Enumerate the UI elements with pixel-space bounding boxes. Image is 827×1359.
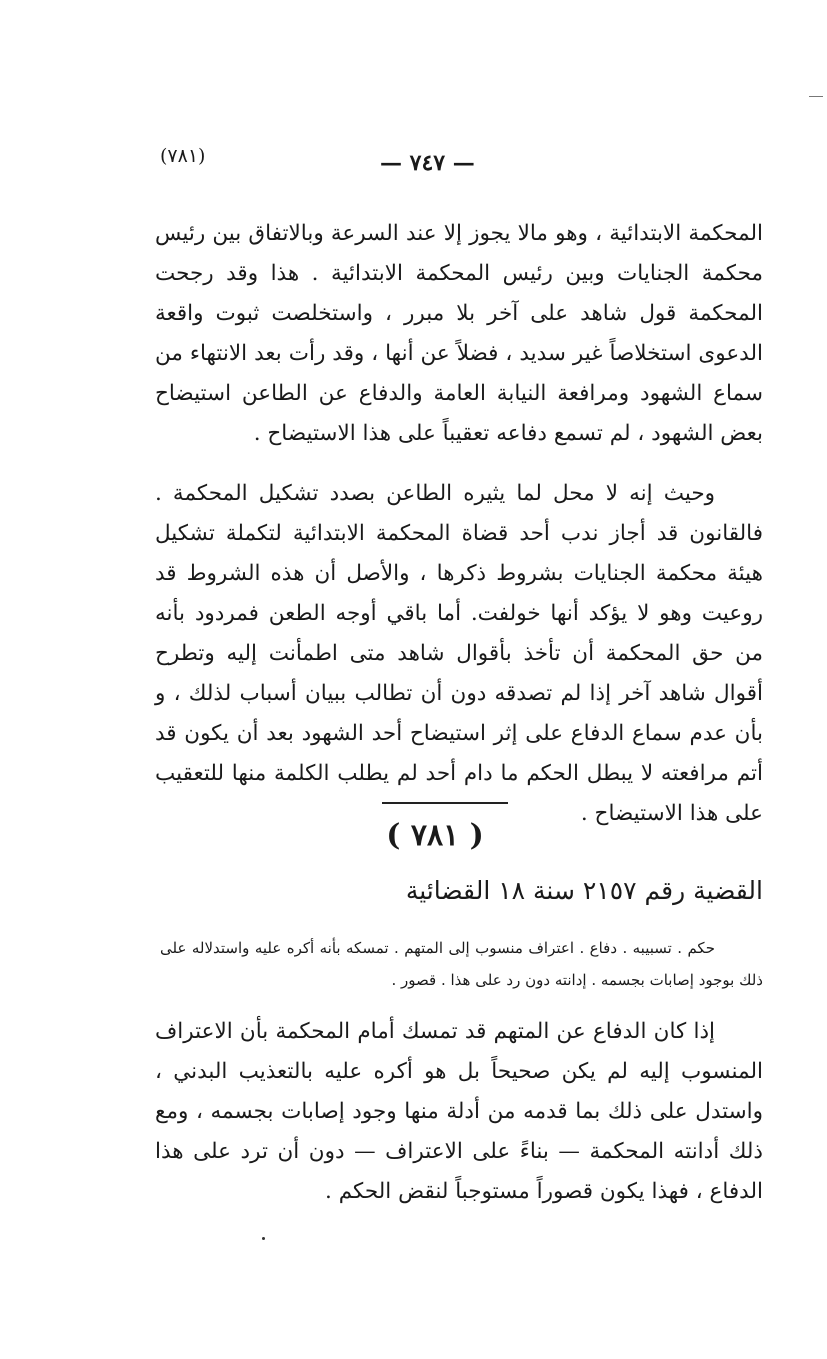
body-paragraph-ruling: وحيث إنه لا محل لما يثيره الطاعن بصدد تشكيل المحكمة . فالقانون قد أجاز ندب أحد قضاة المحكمة الابتدائية لتكملة تشكيل هيئة محكمة الجنايات بشروط ذكرها ، والأصل أن هذه الشروط قد روعيت وهو لا يؤكد أنها خولفت. أما باقي أوجه الطعن فمردود بأنه من حق المحكمة أن تأخذ بأقوال شاهد متى اطمأنت إليه وتطرح أقوال شاهد آخر إذا لم تصدقه دون أن تطالب ببيان أسباب لذلك ، و بأن عدم سماع الدفاع على إثر استيضاح أحد الشهود بعد أن يكون قد أتم مرافعته لا يبطل الحكم ما دام أحد لم يطلب الكلمة منها للتعقيب على هذا الاستيضاح . (155, 481, 763, 826)
case-number: ( ٧٨١ ) (386, 818, 484, 853)
section-divider (382, 802, 508, 804)
case-paragraph: إذا كان الدفاع عن المتهم قد تمسك أمام المحكمة بأن الاعتراف المنسوب إليه لم يكن صحيحاً بل هو أكره عليه بالتعذيب البدني ، واستدل على ذلك بما قدمه من أدلة منها وجود إصابات بجسمه ، ومع ذلك أدانته المحكمة — بناءً على الاعتراف — دون أن ترد على هذا الدفاع ، فهذا يكون قصوراً مستوجباً لنقض الحكم . (155, 1019, 763, 1204)
body-paragraph-continued: المحكمة الابتدائية ، وهو مالا يجوز إلا عند السرعة وبالاتفاق بين رئيس محكمة الجنايات وبين رئيس المحكمة الابتدائية . هذا وقد رجحت المحكمة قول شاهد على آخر بلا مبرر ، واستخلصت ثبوت واقعة الدعوى استخلاصاً غير سديد ، فضلاً عن أنها ، وقد رأت بعد الانتهاء من سماع الشهود ومرافعة النيابة العامة والدفاع عن الطاعن استيضاح بعض الشهود ، لم تسمع دفاعه تعقيباً على هذا الاستيضاح . (155, 221, 763, 446)
stray-mark (262, 1237, 265, 1240)
case-summary: حكم . تسبيبه . دفاع . اعتراف منسوب إلى المتهم . تمسكه بأنه أكره عليه واستدلاله على ذلك بوجود إصابات بجسمه . إدانته دون رد على هذا . قصور . (160, 939, 763, 989)
case-title: القضية رقم ٢١٥٧ سنة ١٨ القضائية (405, 876, 763, 905)
scan-edge-mark (809, 96, 823, 97)
page-number: — ٧٤٧ — (380, 150, 475, 176)
reference-number: (٧٨١) (160, 145, 206, 167)
